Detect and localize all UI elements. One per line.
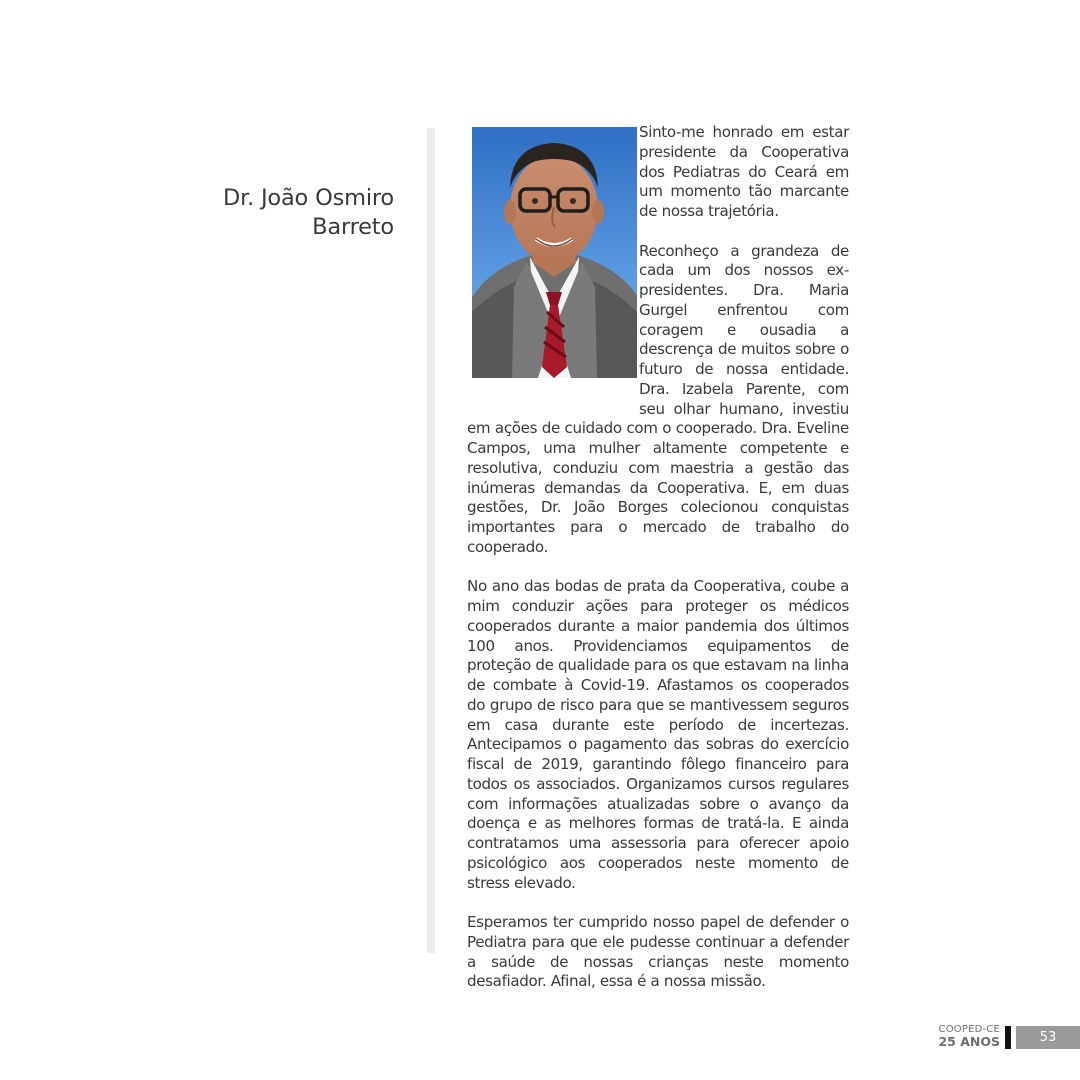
paragraph-2: Reconheço a grandeza de cada um dos nossos ex-presidentes. Dra. Maria Gurgel enfrentou com coragem e ousadia a descrença de muitos sobre o futuro de nossa entidade. Dra. Izabela Parente, com seu olhar humano, investiu em ações de cuidado com o cooperado. Dra. Eveline Campos, uma mulher altamente competente e resolutiva, conduziu com maestria a gestão das inúmeras demandas da Cooperativa. E, em duas gestões, Dr. João Borges colecionou conquistas importantes para o mercado de trabalho do cooperado. — [467, 241, 849, 556]
author-name-line1: Dr. João Osmiro — [222, 185, 394, 211]
author-name — [150, 184, 394, 242]
author-name-line2: Barreto — [312, 214, 394, 240]
page-number: 53 — [1016, 1026, 1080, 1049]
article-body — [467, 123, 849, 992]
brand-anniversary: 25 ANOS — [938, 1034, 1000, 1049]
footer-divider — [1005, 1026, 1011, 1049]
vertical-divider — [427, 128, 435, 953]
brand-name: COOPED-CE — [938, 1024, 1000, 1035]
paragraph-3: No ano das bodas de prata da Cooperativa, coube a mim conduzir ações para proteger os médicos cooperados durante a maior pandemia dos últimos 100 anos. Providenciamos equipamentos de proteção de qualidade para os que estavam na linha de combate à Covid-19. Afastamos os cooperados do grupo de risco para que se mantivessem seguros em casa durante este período de incertezas. Antecipamos o pagamento das sobras do exercício fiscal de 2019, garantindo fôlego financeiro para todos os associados. Organizamos cursos regulares com informações atualizadas sobre o avanço da doença e as melhores formas de tratá-la. E ainda contratamos uma assessoria para oferecer apoio psicológico aos cooperados neste momento de stress elevado. — [467, 577, 849, 892]
photo-float-gap — [467, 123, 639, 401]
paragraph-4: Esperamos ter cumprido nosso papel de defender o Pediatra para que ele pudesse continuar a defender a saúde de nossas crianças neste momento desafiador. Afinal, essa é a nossa missão. — [467, 913, 849, 991]
footer-brand — [936, 1024, 1000, 1049]
paragraph-1: Sinto-me honrado em estar presidente da Cooperativa dos Pediatras do Ceará em um momento tão marcante de nossa trajetória. — [639, 123, 849, 220]
